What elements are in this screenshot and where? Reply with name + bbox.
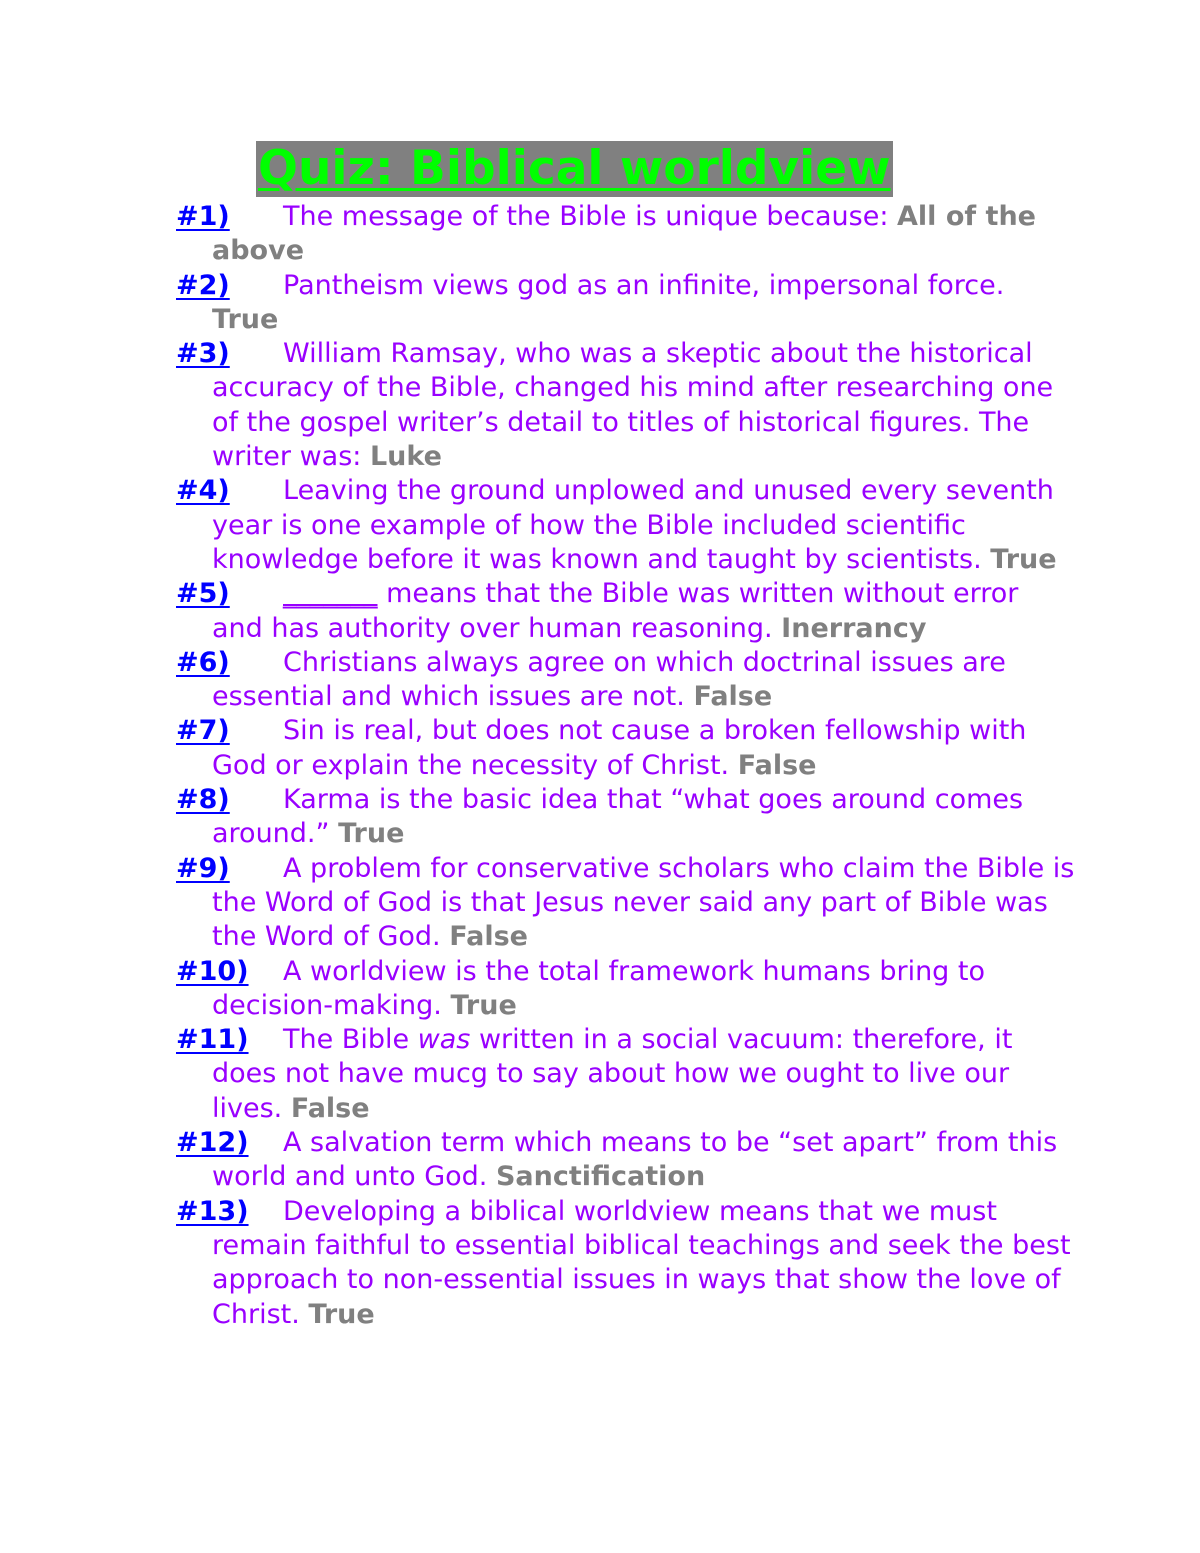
question-item (176, 852, 1076, 955)
question-text: The message of the Bible is unique because: (283, 201, 889, 232)
question-item (176, 200, 1076, 269)
question-item (176, 714, 1076, 783)
question-text: Christians always agree on which doctrinal issues are essential and which issues are not. (212, 646, 1006, 713)
question-item (176, 269, 1076, 338)
question-item (176, 337, 1076, 474)
quiz-title: Quiz: Biblical worldview (258, 141, 891, 196)
question-answer: False (737, 749, 817, 781)
question-number: #13) (176, 1195, 249, 1227)
question-number: #11) (176, 1024, 249, 1056)
question-answer: False (693, 681, 773, 713)
question-text: William Ramsay, who was a skeptic about the historical accuracy of the Bible, changed his mind after researching one of the gospel writer’s detail to titles of historical figures. The writer was: (212, 338, 1054, 473)
question-answer: True (990, 543, 1057, 575)
question-answer: True (212, 303, 279, 335)
question-text: Karma is the basic idea that “what goes around comes around.” (212, 784, 1024, 850)
question-number: #6) (176, 646, 230, 678)
question-text: means that the Bible was written without error and has authority over human reasoning. (212, 578, 1019, 644)
question-item (176, 1195, 1076, 1332)
question-answer: False (290, 1092, 370, 1124)
question-item (176, 955, 1076, 1024)
question-text: Pantheism views god as an infinite, impersonal force. (283, 269, 1005, 301)
question-number: #2) (176, 269, 230, 301)
question-number: #7) (176, 715, 230, 747)
question-text: A salvation term which means to be “set apart” from this world and unto God. (212, 1127, 1058, 1193)
question-text-after: written in a social vacuum: therefore, it does not have mucg to say about how we ought to live our lives. (212, 1024, 1013, 1124)
question-answer: False (449, 921, 528, 953)
question-text: Developing a biblical worldview means that we must remain faithful to essential biblical teachings and seek the best approach to non-essential issues in ways that show the love of Christ. (212, 1195, 1071, 1330)
question-answer: True (308, 1298, 375, 1330)
question-number: #9) (176, 852, 230, 884)
question-answer: True (338, 818, 405, 850)
question-item (176, 1126, 1076, 1195)
question-answer: Sanctification (495, 1161, 706, 1193)
question-number: #5) (176, 578, 230, 610)
question-item (176, 577, 1076, 646)
question-text-emphasis: was (417, 1024, 471, 1056)
question-text-before: The Bible (283, 1024, 410, 1056)
question-item (176, 783, 1076, 852)
fill-in-blank: _______ (283, 578, 378, 610)
title-block (256, 141, 893, 197)
question-answer: All of the above (212, 201, 1036, 267)
question-number: #3) (176, 338, 230, 370)
question-text: A worldview is the total framework humans bring to decision-making. (212, 955, 986, 1021)
question-answer: Luke (369, 441, 442, 473)
question-number: #12) (176, 1127, 249, 1159)
question-item (176, 1023, 1076, 1126)
question-item (176, 646, 1076, 715)
question-item (176, 474, 1076, 577)
question-text: A problem for conservative scholars who claim the Bible is the Word of God is that Jesus never said any part of Bible was the Word of God. (212, 852, 1075, 953)
question-text: Sin is real, but does not cause a broken fellowship with God or explain the necessity of Christ. (212, 715, 1027, 781)
question-list (176, 200, 1076, 1332)
question-number: #4) (176, 475, 230, 507)
question-text: Leaving the ground unplowed and unused every seventh year is one example of how the Bible included scientific knowledge before it was known and taught by scientists. (212, 475, 1054, 575)
question-number: #10) (176, 955, 249, 987)
question-number: #1) (176, 201, 230, 232)
question-number: #8) (176, 784, 230, 816)
question-answer: True (450, 989, 517, 1021)
question-answer: Inerrancy (781, 612, 927, 644)
